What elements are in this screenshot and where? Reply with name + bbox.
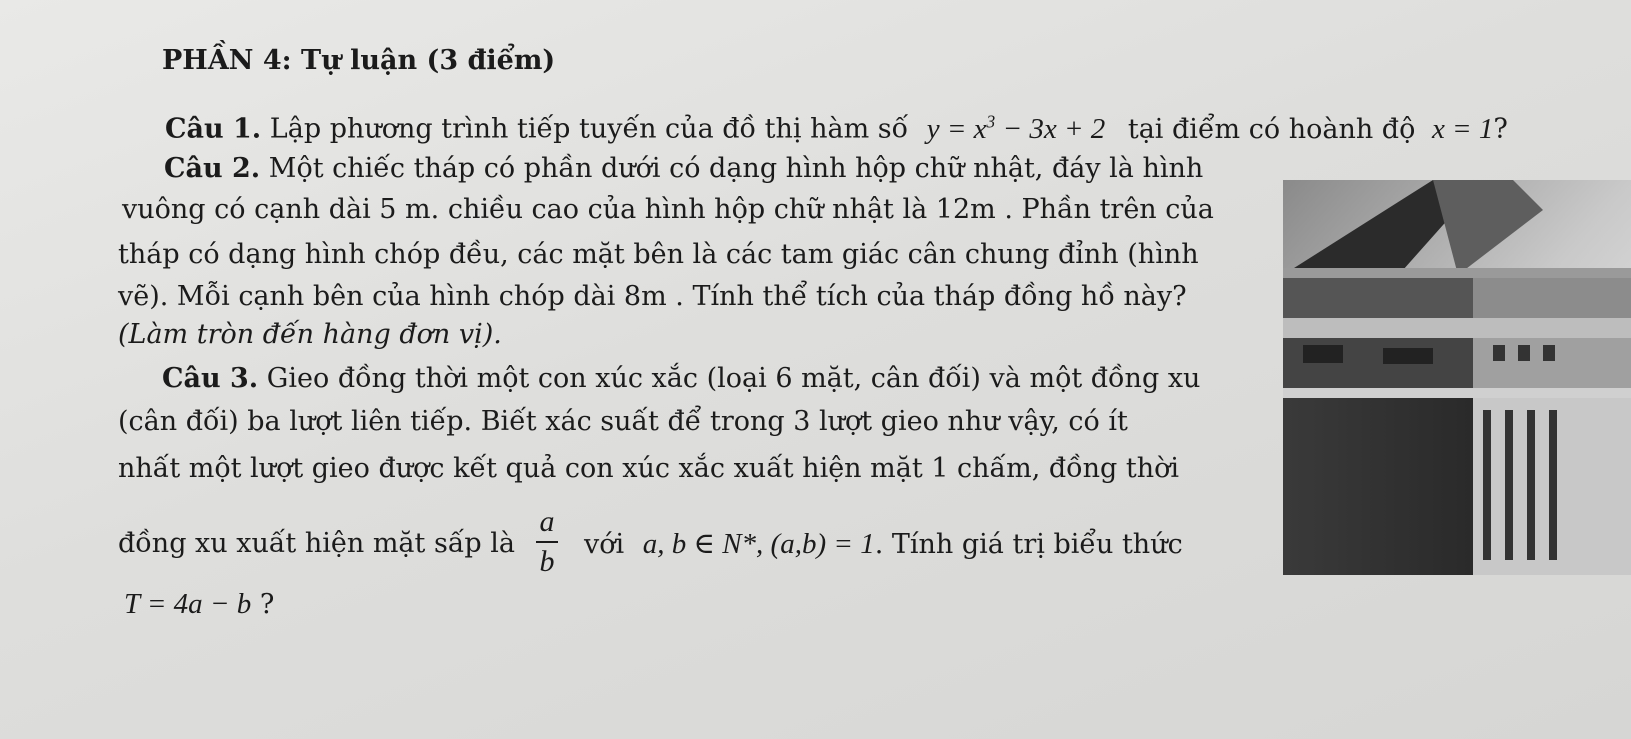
question-1 bbox=[165, 104, 1508, 147]
question-1-text-b: tại điểm có hoành độ bbox=[1127, 113, 1416, 145]
question-1-end: ? bbox=[1493, 113, 1508, 145]
question-3-line-3: nhất một lượt gieo được kết quả con xúc xắc xuất hiện mặt 1 chấm, đồng thời bbox=[118, 453, 1180, 484]
fraction-numerator: a bbox=[539, 505, 555, 538]
question-2-line-4: vẽ). Mỗi cạnh bên của hình chóp dài 8m . Tính thể tích của tháp đồng hồ này? bbox=[118, 281, 1187, 312]
question-3-line-1: Câu 3. Gieo đồng thời một con xúc xắc (loại 6 mặt, cân đối) và một đồng xu bbox=[162, 363, 1201, 394]
fraction-denominator: b bbox=[539, 545, 555, 578]
question-3-line-2: (cân đối) ba lượt liên tiếp. Biết xác suất để trong 3 lượt gieo như vậy, có ít bbox=[118, 406, 1128, 437]
section-points: (3 điểm) bbox=[426, 45, 556, 76]
expression-end: ? bbox=[259, 589, 275, 620]
fraction-a-over-b bbox=[536, 505, 558, 579]
question-1-x-value: x = 1 bbox=[1431, 112, 1494, 145]
question-2-label: Câu 2. bbox=[164, 153, 261, 184]
question-3-line-4b: với a, b ∈ N*, (a,b) = 1. Tính giá trị biểu thức bbox=[584, 528, 1183, 560]
question-2-line-1: Câu 2. Một chiếc tháp có phần dưới có dạng hình hộp chữ nhật, đáy là hình bbox=[164, 153, 1204, 184]
expression-math: T = 4a − b bbox=[124, 588, 252, 620]
clock-tower-figure bbox=[1283, 180, 1631, 575]
question-1-function: $y = x^3 - 3x + 2$ bbox=[926, 111, 1106, 145]
section-heading bbox=[162, 44, 555, 78]
condition-math: a, b ∈ N*, (a,b) = 1 bbox=[642, 528, 875, 560]
question-3-line-4a: đồng xu xuất hiện mặt sấp là bbox=[118, 528, 515, 559]
section-title: PHẦN 4: Tự luận bbox=[162, 45, 418, 76]
fraction-bar bbox=[536, 541, 558, 543]
question-1-label: Câu 1. bbox=[165, 113, 262, 145]
question-2-line-2: vuông có cạnh dài 5 m. chiều cao của hình hộp chữ nhật là 12m . Phần trên của bbox=[122, 194, 1214, 225]
question-3-line-4c: . Tính giá trị biểu thức bbox=[874, 529, 1183, 560]
question-3-label: Câu 3. bbox=[162, 363, 259, 394]
expression-t bbox=[124, 587, 274, 622]
question-2-note: (Làm tròn đến hàng đơn vị). bbox=[118, 319, 502, 350]
question-1-text: Lập phương trình tiếp tuyến của đồ thị hàm số bbox=[269, 113, 909, 145]
question-2-line-3: tháp có dạng hình chóp đều, các mặt bên là các tam giác cân chung đỉnh (hình bbox=[118, 239, 1199, 270]
